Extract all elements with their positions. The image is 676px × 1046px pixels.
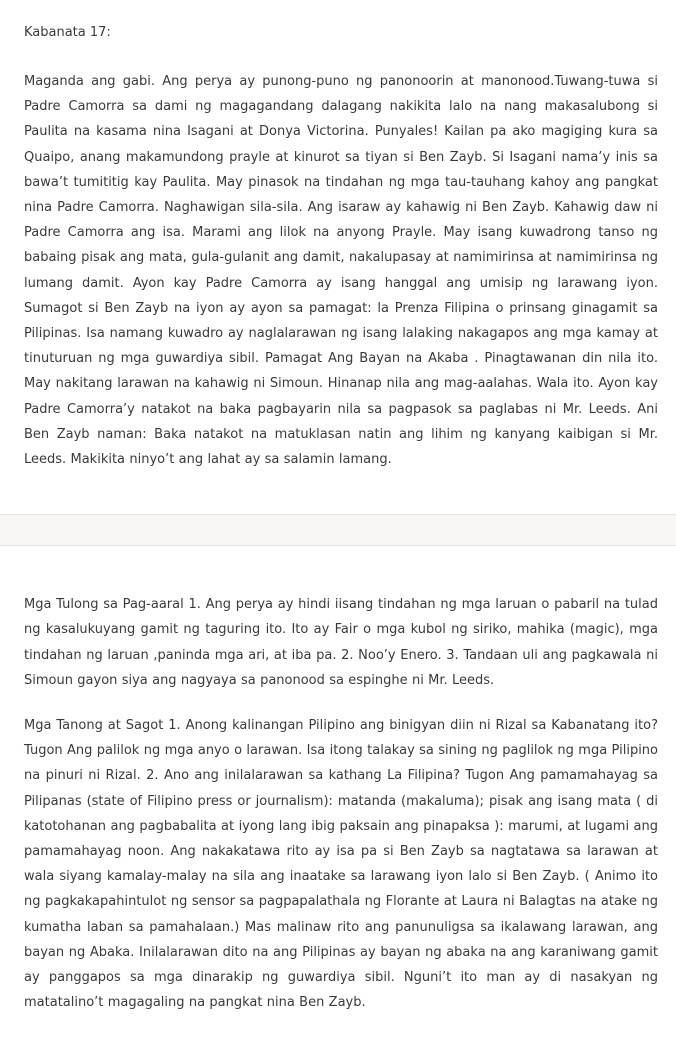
- chapter-section: [0, 0, 676, 514]
- section-separator: [0, 514, 676, 546]
- chapter-heading: Kabanata 17:: [24, 25, 111, 40]
- study-aids-paragraph: Mga Tulong sa Pag-aaral 1. Ang perya ay hindi iisang tindahan ng mga laruan o pabaril na tulad ng kasalukuyang gamit ng taguring ito. Ito ay Fair o mga kubol ng siriko, mahika (magic), mga tindahan ng laruan ,paninda mga ari, at iba pa. 2. Noo’y Enero. 3. Tandaan uli ang pagkawala ni Simoun gayon siya ang nagyaya sa panonood sa espinghe ni Mr. Leeds.: [24, 597, 658, 688]
- study-content: [0, 592, 676, 1015]
- chapter-content: [0, 0, 676, 472]
- questions-answers-paragraph: Mga Tanong at Sagot 1. Anong kalinangan Pilipino ang binigyan diin ni Rizal sa Kabanatang ito? Tugon Ang palilok ng mga anyo o larawan. Isa itong talakay sa sining ng paglilok ng mga Pilipino na pinuri ni Rizal. 2. Ano ang inilalarawan sa kathang La Filipina? Tugon Ang pamamahayag sa Pilipanas (state of Filipino press or journalism): matanda (makaluma); pisak ang isang mata ( di katotohanan ang pagbabalita at iyong lang ibig paksain ang pinapaksa ): marumi, at lugami ang pamamahayag noon. Ang nakakatawa rito ay isa pa si Ben Zayb sa nagtatawa sa larawan at wala siyang kamalay-malay na sila ang inaatake sa larawang iyon lalo si Ben Zayb. ( Animo ito ng pagkakapahintulot ng sensor sa pagpapalathala ng Florante at Laura ni Balagtas na atake ng kumatha laban sa pamahalaan.) Mas malinaw rito ang panunuligsa sa ikalawang larawan, ang bayan ng Abaka. Inilalarawan dito na ang Pilipinas ay bayan ng abaka na ang karaniwang gamit ay panggapos sa mga dinarakip ng guwardiya sibil. Nguni’t ito man ay di nasakyan ng matatalino’t magagaling na pangkat nina Ben Zayb.: [24, 718, 658, 1011]
- chapter-summary-paragraph: Maganda ang gabi. Ang perya ay punong-puno ng panonoorin at manonood.Tuwang-tuwa si Padre Camorra sa dami ng magagandang dalagang nakikita lalo na nang makasalubong si Paulita na kasama nina Isagani at Donya Victorina. Punyales! Kailan pa ako magiging kura sa Quaipo, anang makamundong prayle at kinurot sa tiyan si Ben Zayb. Si Isagani nama’y inis sa bawa’t tumititig kay Paulita. May pinasok na tindahan ng mga tau-tauhang kahoy ang pangkat nina Padre Camorra. Naghawigan sila-sila. Ang isaraw ay kahawig ni Ben Zayb. Kahawig daw ni Padre Camorra ang isa. Marami ang lilok na anyong Prayle. May isang kuwadrong tanso ng babaing pisak ang mata, gula-gulanit ang damit, nakalupasay at namimirinsa at namimirinsa ng lumang damit. Ayon kay Padre Camorra ay isang hanggal ang umisip ng larawang iyon. Sumagot si Ben Zayb na iyon ay ayon sa pamagat: la Prenza Filipina o prinsang ginagamit sa Pilipinas. Isa namang kuwadro ay naglalarawan ng isang lalaking nakagapos ang mga kamay at tinuturuan ng mga guwardiya sibil. Pamagat Ang Bayan na Akaba . Pinagtawanan din nila ito. May nakitang larawan na kahawig ni Simoun. Hinanap nila ang mag-aalahas. Wala ito. Ayon kay Padre Camorra’y natakot na baka pagbayarin nila sa pagpasok sa paglabas ni Mr. Leeds. Ani Ben Zayb naman: Baka natakot na matuklasan natin ang lihim ng kanyang kaibigan si Mr. Leeds. Makikita ninyo’t ang lahat ay sa salamin lamang.: [24, 74, 658, 468]
- study-section: [0, 546, 676, 1045]
